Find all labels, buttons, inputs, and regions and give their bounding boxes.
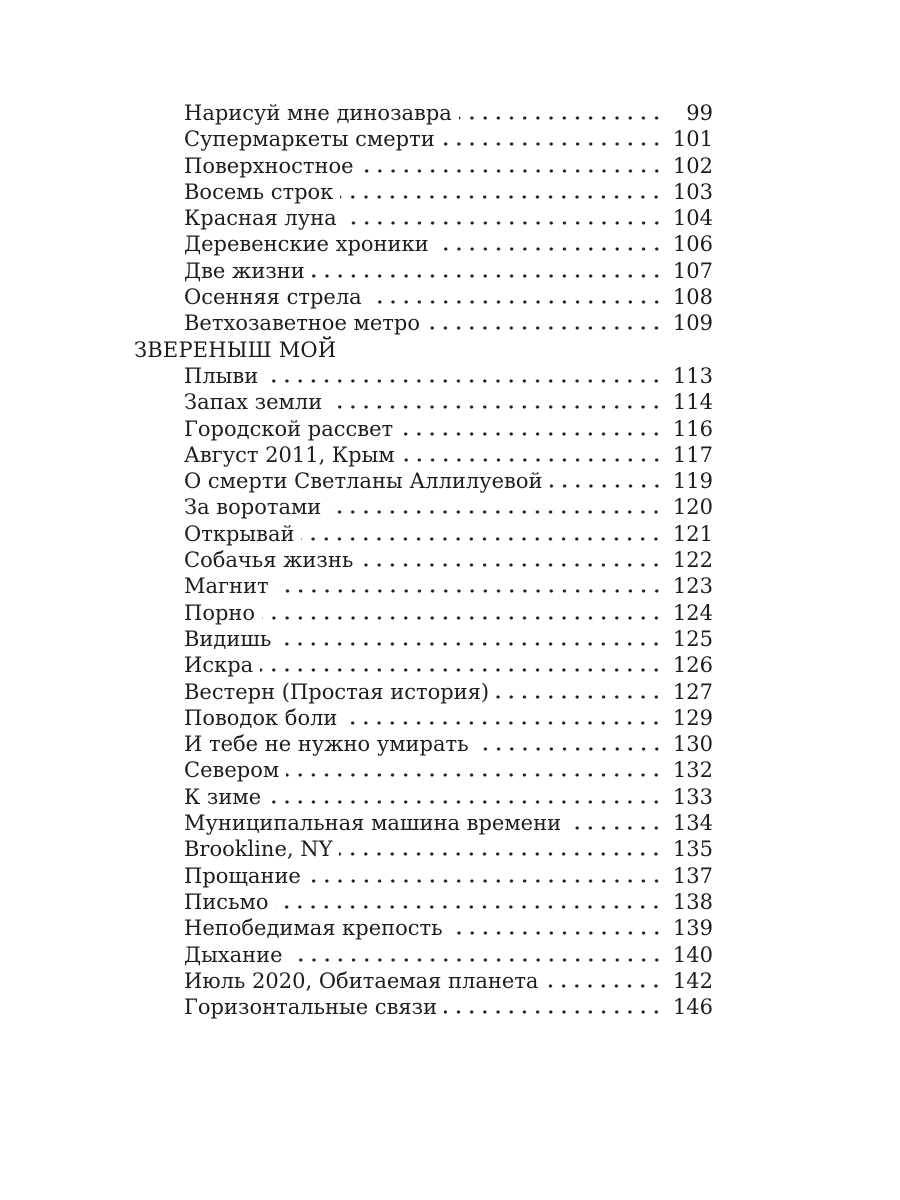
- toc-entry-page: 120: [672, 495, 713, 520]
- toc-entry: [134, 705, 713, 731]
- toc-entry-page: 102: [672, 153, 713, 178]
- dot-leader: [427, 326, 663, 330]
- toc-entry-page: 126: [672, 653, 713, 678]
- toc-entry-page: 133: [672, 784, 713, 809]
- toc-entry: [134, 679, 713, 705]
- toc-entry-title: Горизонтальные связи: [184, 995, 438, 1020]
- toc-entry-page: 138: [672, 889, 713, 914]
- dot-leader: [301, 537, 663, 541]
- toc-entry: [134, 731, 713, 757]
- toc-entry: [134, 258, 713, 284]
- toc-entry-title: Нарисуй мне динозавра: [184, 101, 452, 125]
- toc-entry: [134, 600, 713, 626]
- dot-leader: [402, 458, 663, 462]
- toc-entry: [134, 494, 713, 520]
- toc-entry-title: Деревенские хроники: [184, 232, 429, 257]
- dot-leader: [545, 984, 663, 988]
- dot-leader: [436, 247, 663, 251]
- toc-entry: [134, 521, 713, 547]
- toc-entry-page: 106: [672, 232, 713, 257]
- toc-entry-title: Плыви: [184, 363, 259, 388]
- dot-leader: [442, 142, 663, 146]
- toc-entry-title: Городской рассвет: [184, 416, 394, 441]
- dot-leader: [400, 432, 663, 436]
- toc-entry-title: Севером: [184, 758, 280, 783]
- dot-leader: [268, 800, 663, 804]
- toc-entry-page: 123: [672, 574, 713, 599]
- dot-leader: [340, 195, 663, 199]
- toc-entry-page: 134: [672, 811, 713, 836]
- dot-leader: [344, 721, 663, 725]
- toc-entry-page: 116: [672, 416, 713, 441]
- toc-entry-title: Собачья жизнь: [184, 548, 354, 573]
- dot-leader: [496, 695, 663, 699]
- toc-entry: [134, 153, 713, 179]
- toc-entry-title: Поводок боли: [184, 705, 338, 730]
- toc-entry: [134, 889, 713, 915]
- dot-leader: [344, 221, 663, 225]
- dot-leader: [476, 747, 663, 751]
- toc-entry-title: Осенняя стрела: [184, 285, 362, 310]
- toc-entry-title: Восемь строк: [184, 179, 334, 204]
- dot-leader: [276, 589, 663, 593]
- toc-entry-title: Непобедимая крепость: [184, 916, 443, 941]
- dot-leader: [312, 274, 663, 278]
- toc-entry-title: Дыхание: [184, 942, 283, 967]
- toc-entry-title: Две жизни: [184, 258, 305, 283]
- toc-entry: [134, 100, 713, 126]
- toc-entry-page: 137: [672, 863, 713, 888]
- toc-entry-title: Муниципальная машина времени: [184, 811, 562, 836]
- toc-entry-page: 122: [672, 548, 713, 573]
- toc-entry-page: 107: [672, 258, 713, 283]
- dot-leader: [459, 116, 663, 120]
- toc-entry: [134, 205, 713, 231]
- toc-entry-page: 121: [672, 521, 713, 546]
- toc-entry: [134, 863, 713, 889]
- toc-entry-page: 135: [672, 837, 713, 862]
- toc-entry: [134, 836, 713, 862]
- dot-leader: [286, 773, 663, 777]
- toc-entry: [134, 389, 713, 415]
- toc-entry-page: 124: [672, 600, 713, 625]
- toc-entry: [134, 968, 713, 994]
- toc-entry: [134, 442, 713, 468]
- dot-leader: [550, 484, 664, 488]
- toc-entry-title: Запах земли: [184, 390, 323, 415]
- toc-entry-page: 139: [672, 916, 713, 941]
- dot-leader: [290, 958, 663, 962]
- toc-entry: [134, 284, 713, 310]
- dot-leader: [265, 379, 663, 383]
- toc-entry-page: 108: [672, 285, 713, 310]
- toc-entry-title: Письмо: [184, 889, 269, 914]
- toc-entry-title: О смерти Светланы Аллилуевой: [184, 469, 543, 494]
- toc-entry-title: Прощание: [184, 863, 301, 888]
- toc-entry: [134, 231, 713, 257]
- dot-leader: [308, 879, 663, 883]
- toc-entry-page: 129: [672, 705, 713, 730]
- dot-leader: [260, 668, 663, 672]
- toc-entry-title: И тебе не нужно умирать: [184, 732, 469, 757]
- toc-entry-title: Вестерн (Простая история): [184, 679, 490, 704]
- toc-entry: [134, 626, 713, 652]
- toc-entry: [134, 573, 713, 599]
- table-of-contents: [134, 100, 713, 1020]
- toc-entry-title: Видишь: [184, 626, 272, 651]
- toc-entry-title: Brookline, NY: [184, 837, 333, 862]
- dot-leader: [328, 510, 663, 514]
- toc-entry: [134, 810, 713, 836]
- toc-entry-title: К зиме: [184, 784, 262, 809]
- toc-entry-page: 127: [672, 679, 713, 704]
- toc-entry-page: 140: [672, 942, 713, 967]
- toc-entry-title: Ветхозаветное метро: [184, 311, 421, 336]
- toc-entry-page: 103: [672, 179, 713, 204]
- dot-leader: [360, 563, 663, 567]
- dot-leader: [568, 826, 663, 830]
- toc-entry-page: 101: [672, 127, 713, 152]
- toc-entry-page: 130: [672, 732, 713, 757]
- toc-entry-title: Август 2011, Крым: [184, 442, 395, 467]
- dot-leader: [369, 300, 663, 304]
- toc-entry-title: Поверхностное: [184, 153, 354, 178]
- toc-entry: [134, 757, 713, 783]
- dot-leader: [278, 642, 663, 646]
- toc-entry-title: Магнит: [184, 574, 269, 599]
- toc-entry-page: 125: [672, 626, 713, 651]
- toc-entry: [134, 363, 713, 389]
- dot-leader: [444, 1010, 663, 1014]
- toc-entry-page: 109: [672, 311, 713, 336]
- dot-leader: [339, 852, 663, 856]
- dot-leader: [262, 616, 663, 620]
- toc-entry-title: Порно: [184, 600, 256, 625]
- toc-entry-page: 113: [672, 363, 713, 388]
- toc-entry: [134, 468, 713, 494]
- toc-entry-title: За воротами: [184, 495, 322, 520]
- toc-entry-page: 132: [672, 758, 713, 783]
- toc-entry-title: Искра: [184, 653, 254, 678]
- dot-leader: [361, 169, 663, 173]
- toc-entry: [134, 310, 713, 336]
- toc-entry-title: Июль 2020, Обитаемая планета: [184, 968, 539, 993]
- toc-entry: [134, 915, 713, 941]
- toc-entry-page: 146: [672, 995, 713, 1020]
- dot-leader: [329, 405, 663, 409]
- toc-entry: [134, 942, 713, 968]
- toc-entry: [134, 784, 713, 810]
- toc-entry-page: 119: [672, 469, 713, 494]
- toc-entry: [134, 994, 713, 1020]
- toc-entry-page: 114: [672, 390, 713, 415]
- toc-entry-page: 142: [672, 968, 713, 993]
- toc-entry: [134, 416, 713, 442]
- dot-leader: [450, 931, 663, 935]
- toc-entry-title: Открывай: [184, 521, 295, 546]
- toc-entry: [134, 547, 713, 573]
- toc-entry-page: 99: [686, 101, 713, 125]
- toc-entry: [134, 179, 713, 205]
- toc-entry-page: 104: [672, 206, 713, 231]
- toc-entry: [134, 126, 713, 152]
- toc-entry-title: Красная луна: [184, 206, 337, 231]
- toc-entry-page: 117: [672, 442, 713, 467]
- toc-section-header: ЗВЕРЕНЫШ МОЙ: [134, 337, 337, 362]
- toc-entry-title: Супермаркеты смерти: [184, 127, 435, 152]
- dot-leader: [275, 905, 663, 909]
- toc-entry: [134, 652, 713, 678]
